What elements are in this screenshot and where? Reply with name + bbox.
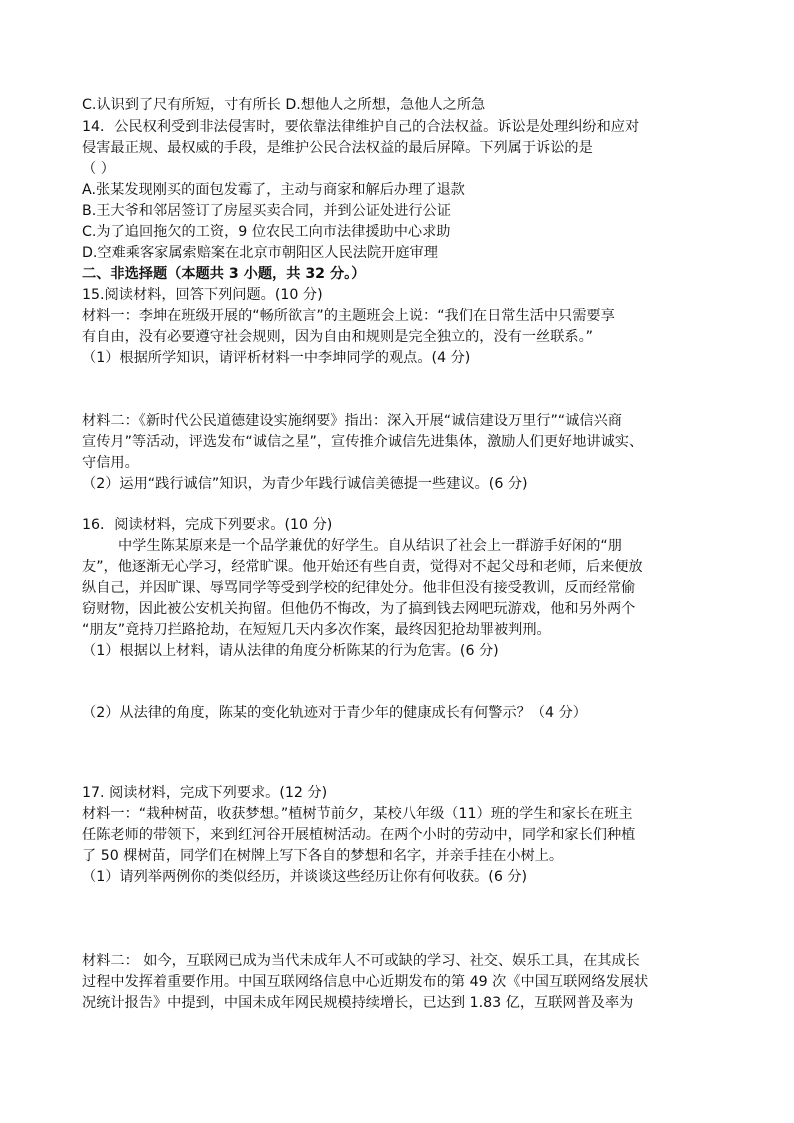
question-16-1: （1）根据以上材料，请从法律的角度分析陈某的行为危害。(6 分): [82, 643, 499, 659]
question-17-material-1-line-3: 了 50 棵树苗，同学们在树牌上写下各自的梦想和名字，并亲手挂在小树上。: [82, 848, 564, 864]
question-17-material-2-line-1: 材料二： 如今，互联网已成为当代未成年人不可或缺的学习、社交、娱乐工具，在其成长: [82, 953, 640, 969]
question-14-line-2: 侵害最正规、最权威的手段，是维护公民合法权益的最后屏障。下列属于诉讼的是: [82, 140, 593, 156]
question-15-2: （2）运用“践行诚信”知识，为青少年践行诚信美德提一些建议。(6 分): [82, 476, 528, 492]
question-16-2: （2）从法律的角度，陈某的变化轨迹对于青少年的健康成长有何警示？（4 分）: [82, 705, 587, 721]
question-17-title: 17. 阅读材料，完成下列要求。(12 分): [82, 785, 328, 801]
material-2-line-3: 守信用。: [82, 455, 139, 471]
question-17-material-2-line-3: 况统计报告》中提到，中国未成年网民规模持续增长，已达到 1.83 亿，互联网普及率为: [82, 995, 634, 1011]
question-16-title: 16．阅读材料，完成下列要求。(10 分): [82, 517, 333, 533]
question-17-1: （1）请列举两例你的类似经历，并谈谈这些经历让你有何收获。(6 分): [82, 869, 528, 885]
question-16-material-line-3: 纵自己，并因旷课、辱骂同学等受到学校的纪律处分。他非但没有接受教训，反而经常偷: [82, 580, 636, 596]
question-17-material-2-line-2: 过程中发挥着重要作用。中国互联网络信息中心近期发布的第 49 次《中国互联网络发展状: [82, 974, 649, 990]
question-17-material-1-line-2: 任陈老师的带领下，来到红河谷开展植树活动。在两个小时的劳动中，同学和家长们种植: [82, 827, 636, 843]
material-1-line-2: 有自由，没有必要遵守社会规则，因为自由和规则是完全独立的，没有一丝联系。”: [82, 329, 594, 345]
option-c-d-line: C.认识到了尺有所短，寸有所长 D.想他人之所想，急他人之所急: [82, 97, 486, 113]
option-a: A.张某发现刚买的面包发霉了，主动与商家和解后办理了退款: [82, 182, 465, 198]
question-16-material-line-1: 中学生陈某原来是一个品学兼优的好学生。自从结识了社会上一群游手好闲的“朋: [118, 538, 622, 554]
question-16-material-line-4: 窃财物，因此被公安机关拘留。但他仍不悔改，为了搞到钱去网吧玩游戏，他和另外两个: [82, 601, 636, 617]
question-15-1: （1）根据所学知识，请评析材料一中李坤同学的观点。(4 分): [82, 350, 471, 366]
section-heading: 二、非选择题（本题共 3 小题，共 32 分。）: [82, 266, 366, 282]
question-16-material-line-2: 友”，他逐渐无心学习，经常旷课。他开始还有些自责，觉得对不起父母和老师，后来便放: [82, 559, 643, 575]
option-b: B.王大爷和邻居签订了房屋买卖合同，并到公证处进行公证: [82, 203, 451, 219]
question-17-material-1-line-1: 材料一：“栽种树苗，收获梦想。”植树节前夕，某校八年级（11）班的学生和家长在班主: [82, 806, 633, 822]
option-d: D.空难乘客家属索赔案在北京市朝阳区人民法院开庭审理: [82, 245, 438, 261]
option-c: C.为了追回拖欠的工资，9 位农民工向市法律援助中心求助: [82, 224, 451, 240]
question-16-material-line-5: “朋友”竟持刀拦路抢劫，在短短几天内多次作案，最终因犯抢劫罪被判刑。: [82, 622, 551, 638]
material-1-line-1: 材料一：李坤在班级开展的“畅所欲言”的主题班会上说：“我们在日常生活中只需要享: [82, 308, 615, 324]
question-14-line-1: 14．公民权利受到非法侵害时，要依靠法律维护自己的合法权益。诉讼是处理纠纷和应对: [82, 119, 640, 135]
question-15-title: 15.阅读材料，回答下列问题。(10 分): [82, 287, 323, 303]
material-2-line-1: 材料二：《新时代公民道德建设实施纲要》指出：深入开展“诚信建设万里行”“诚信兴商: [82, 413, 622, 429]
material-2-line-2: 宣传月”等活动，评选发布“诚信之星”，宣传推介诚信先进集体，激励人们更好地讲诚实、: [82, 434, 644, 450]
answer-bracket: （ ）: [82, 161, 115, 177]
